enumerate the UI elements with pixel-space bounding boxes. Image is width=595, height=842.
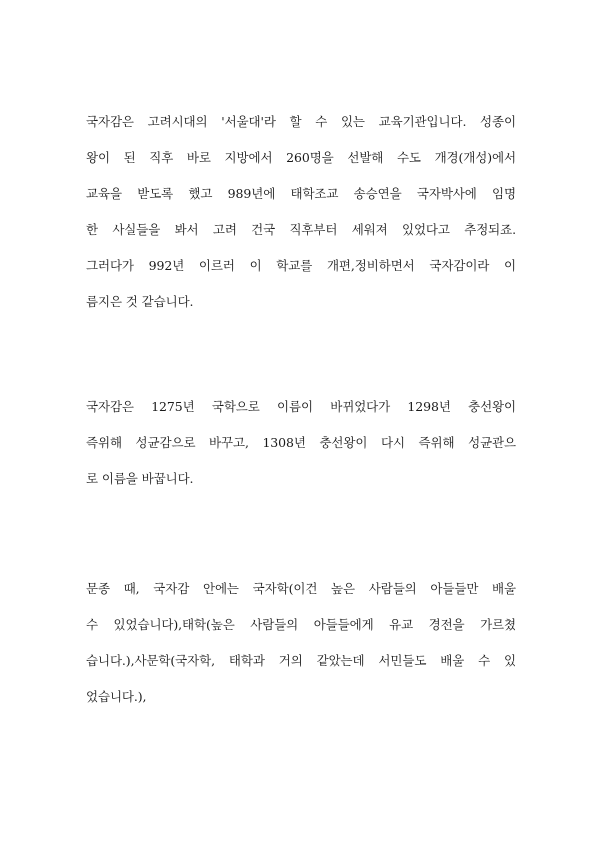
paragraph-line: 그러다가 992년 이르러 이 학교를 개편,정비하면서 국자감이라 이 [86,258,516,273]
paragraph-line: 문종 때, 국자감 안에는 국자학(이건 높은 사람들의 아들들만 배울 [86,581,516,596]
paragraph-line: 습니다.),사문학(국자학, 태학과 거의 같았는데 서민들도 배울 수 있 [86,653,516,668]
paragraph-line: 수 있었습니다),태학(높은 사람들의 아들들에게 유교 경전을 가르쳤 [86,617,516,632]
paragraph-line: 즉위해 성균감으로 바꾸고, 1308년 충선왕이 다시 즉위해 성균관으 [86,435,516,450]
paragraph-line: 었습니다.), [86,689,147,704]
paragraph-name-changes [86,399,516,507]
paragraph-line: 국자감은 고려시대의 '서울대'라 할 수 있는 교육기관입니다. 성종이 [86,114,516,129]
paragraph-line: 름지은 것 같습니다. [86,294,194,309]
paragraph-line: 왕이 된 직후 바로 지방에서 260명을 선발해 수도 개경(개성)에서 [86,150,516,165]
paragraph-line: 로 이름을 바꿉니다. [86,471,194,486]
paragraph-goryeo-gukjagam-founding [86,114,516,330]
paragraph-line: 교육을 받도록 했고 989년에 태학조교 송승연을 국자박사에 임명 [86,186,516,201]
paragraph-line: 한 사실들을 봐서 고려 건국 직후부터 세워져 있었다고 추정되죠. [86,222,516,237]
paragraph-line: 국자감은 1275년 국학으로 이름이 바뀌었다가 1298년 충선왕이 [86,399,516,414]
paragraph-munjong-era-schools [86,581,516,725]
